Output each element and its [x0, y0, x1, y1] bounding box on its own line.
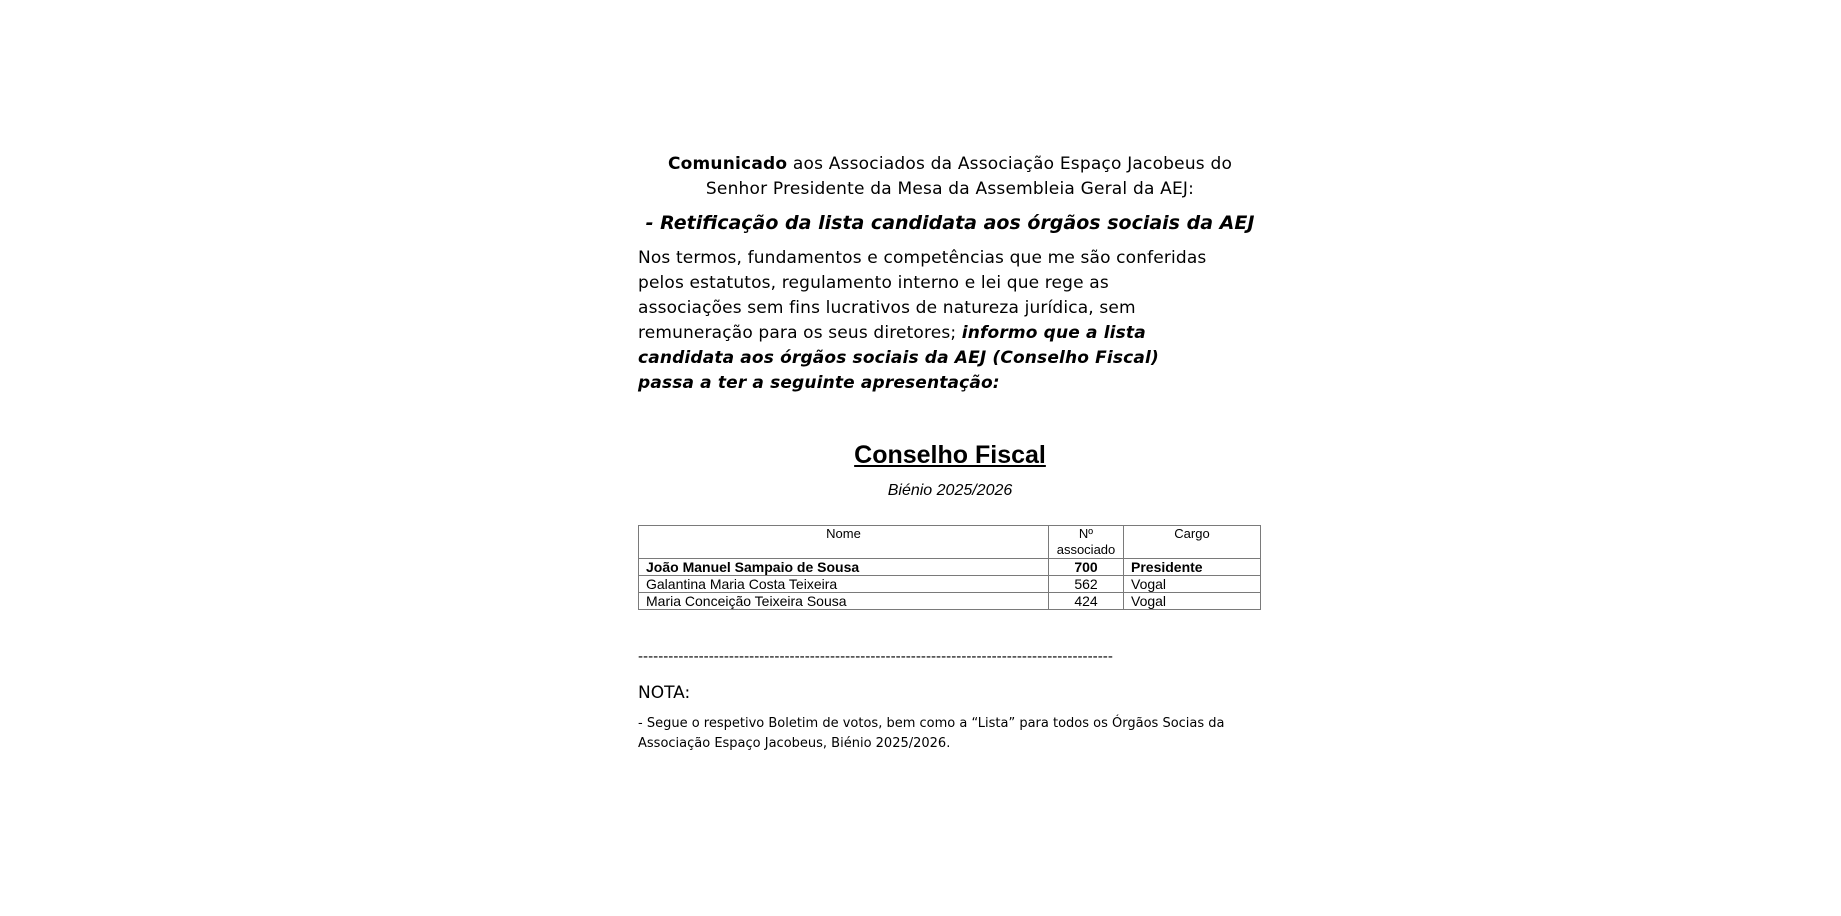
header-name: Nome: [639, 526, 1049, 559]
rectification-subtitle: - Retificação da lista candidata aos órgãos sociais da AEJ: [645, 212, 1255, 234]
section-title: Conselho Fiscal: [854, 441, 1046, 469]
table-row: [639, 593, 1261, 610]
table-row: [639, 576, 1261, 593]
table-body: [639, 559, 1261, 610]
body-paragraph: [638, 246, 1208, 396]
cell-role: Vogal: [1124, 576, 1261, 593]
cell-role: Vogal: [1124, 593, 1261, 610]
members-table: [638, 525, 1261, 610]
nota-label: NOTA:: [638, 683, 691, 703]
communique-label: Comunicado: [667, 154, 788, 174]
body-paragraph-text: Nos termos, fundamentos e competências que me são conferidas pelos estatutos, regulamento interno e lei que rege as associações sem fins lucrativos de natureza jurídica, sem remuneração para os seus diretores;: [638, 248, 1207, 343]
cell-name: João Manuel Sampaio de Sousa: [639, 559, 1049, 576]
separator-line: ----------------------------------------------------------------------------------------------: [638, 649, 1113, 665]
cell-number: 562: [1049, 576, 1124, 593]
communique-intro-text: aos Associados da Associação Espaço Jacobeus do Senhor Presidente da Mesa da Assembleia Geral da AEJ:: [705, 154, 1233, 199]
nota-text: - Segue o respetivo Boletim de votos, bem como a “Lista” para todos os Órgãos Socias da Associação Espaço Jacobeus, Biénio 2025/2026.: [638, 716, 1225, 751]
header-number: Nº associado: [1049, 526, 1124, 559]
cell-number: 700: [1049, 559, 1124, 576]
cell-name: Maria Conceição Teixeira Sousa: [639, 593, 1049, 610]
table-header-row: [639, 526, 1261, 559]
header-role: Cargo: [1124, 526, 1261, 559]
table-row: [639, 559, 1261, 576]
bienio-subtitle: Biénio 2025/2026: [887, 482, 1013, 499]
communique-intro: [638, 152, 1262, 202]
cell-role: Presidente: [1124, 559, 1261, 576]
body-paragraph-emphasis: informo que a lista candidata aos órgãos sociais da AEJ (Conselho Fiscal) passa a ter a seguinte apresentação:: [638, 323, 1159, 393]
cell-name: Galantina Maria Costa Teixeira: [639, 576, 1049, 593]
cell-number: 424: [1049, 593, 1124, 610]
document-page: [638, 152, 1262, 754]
